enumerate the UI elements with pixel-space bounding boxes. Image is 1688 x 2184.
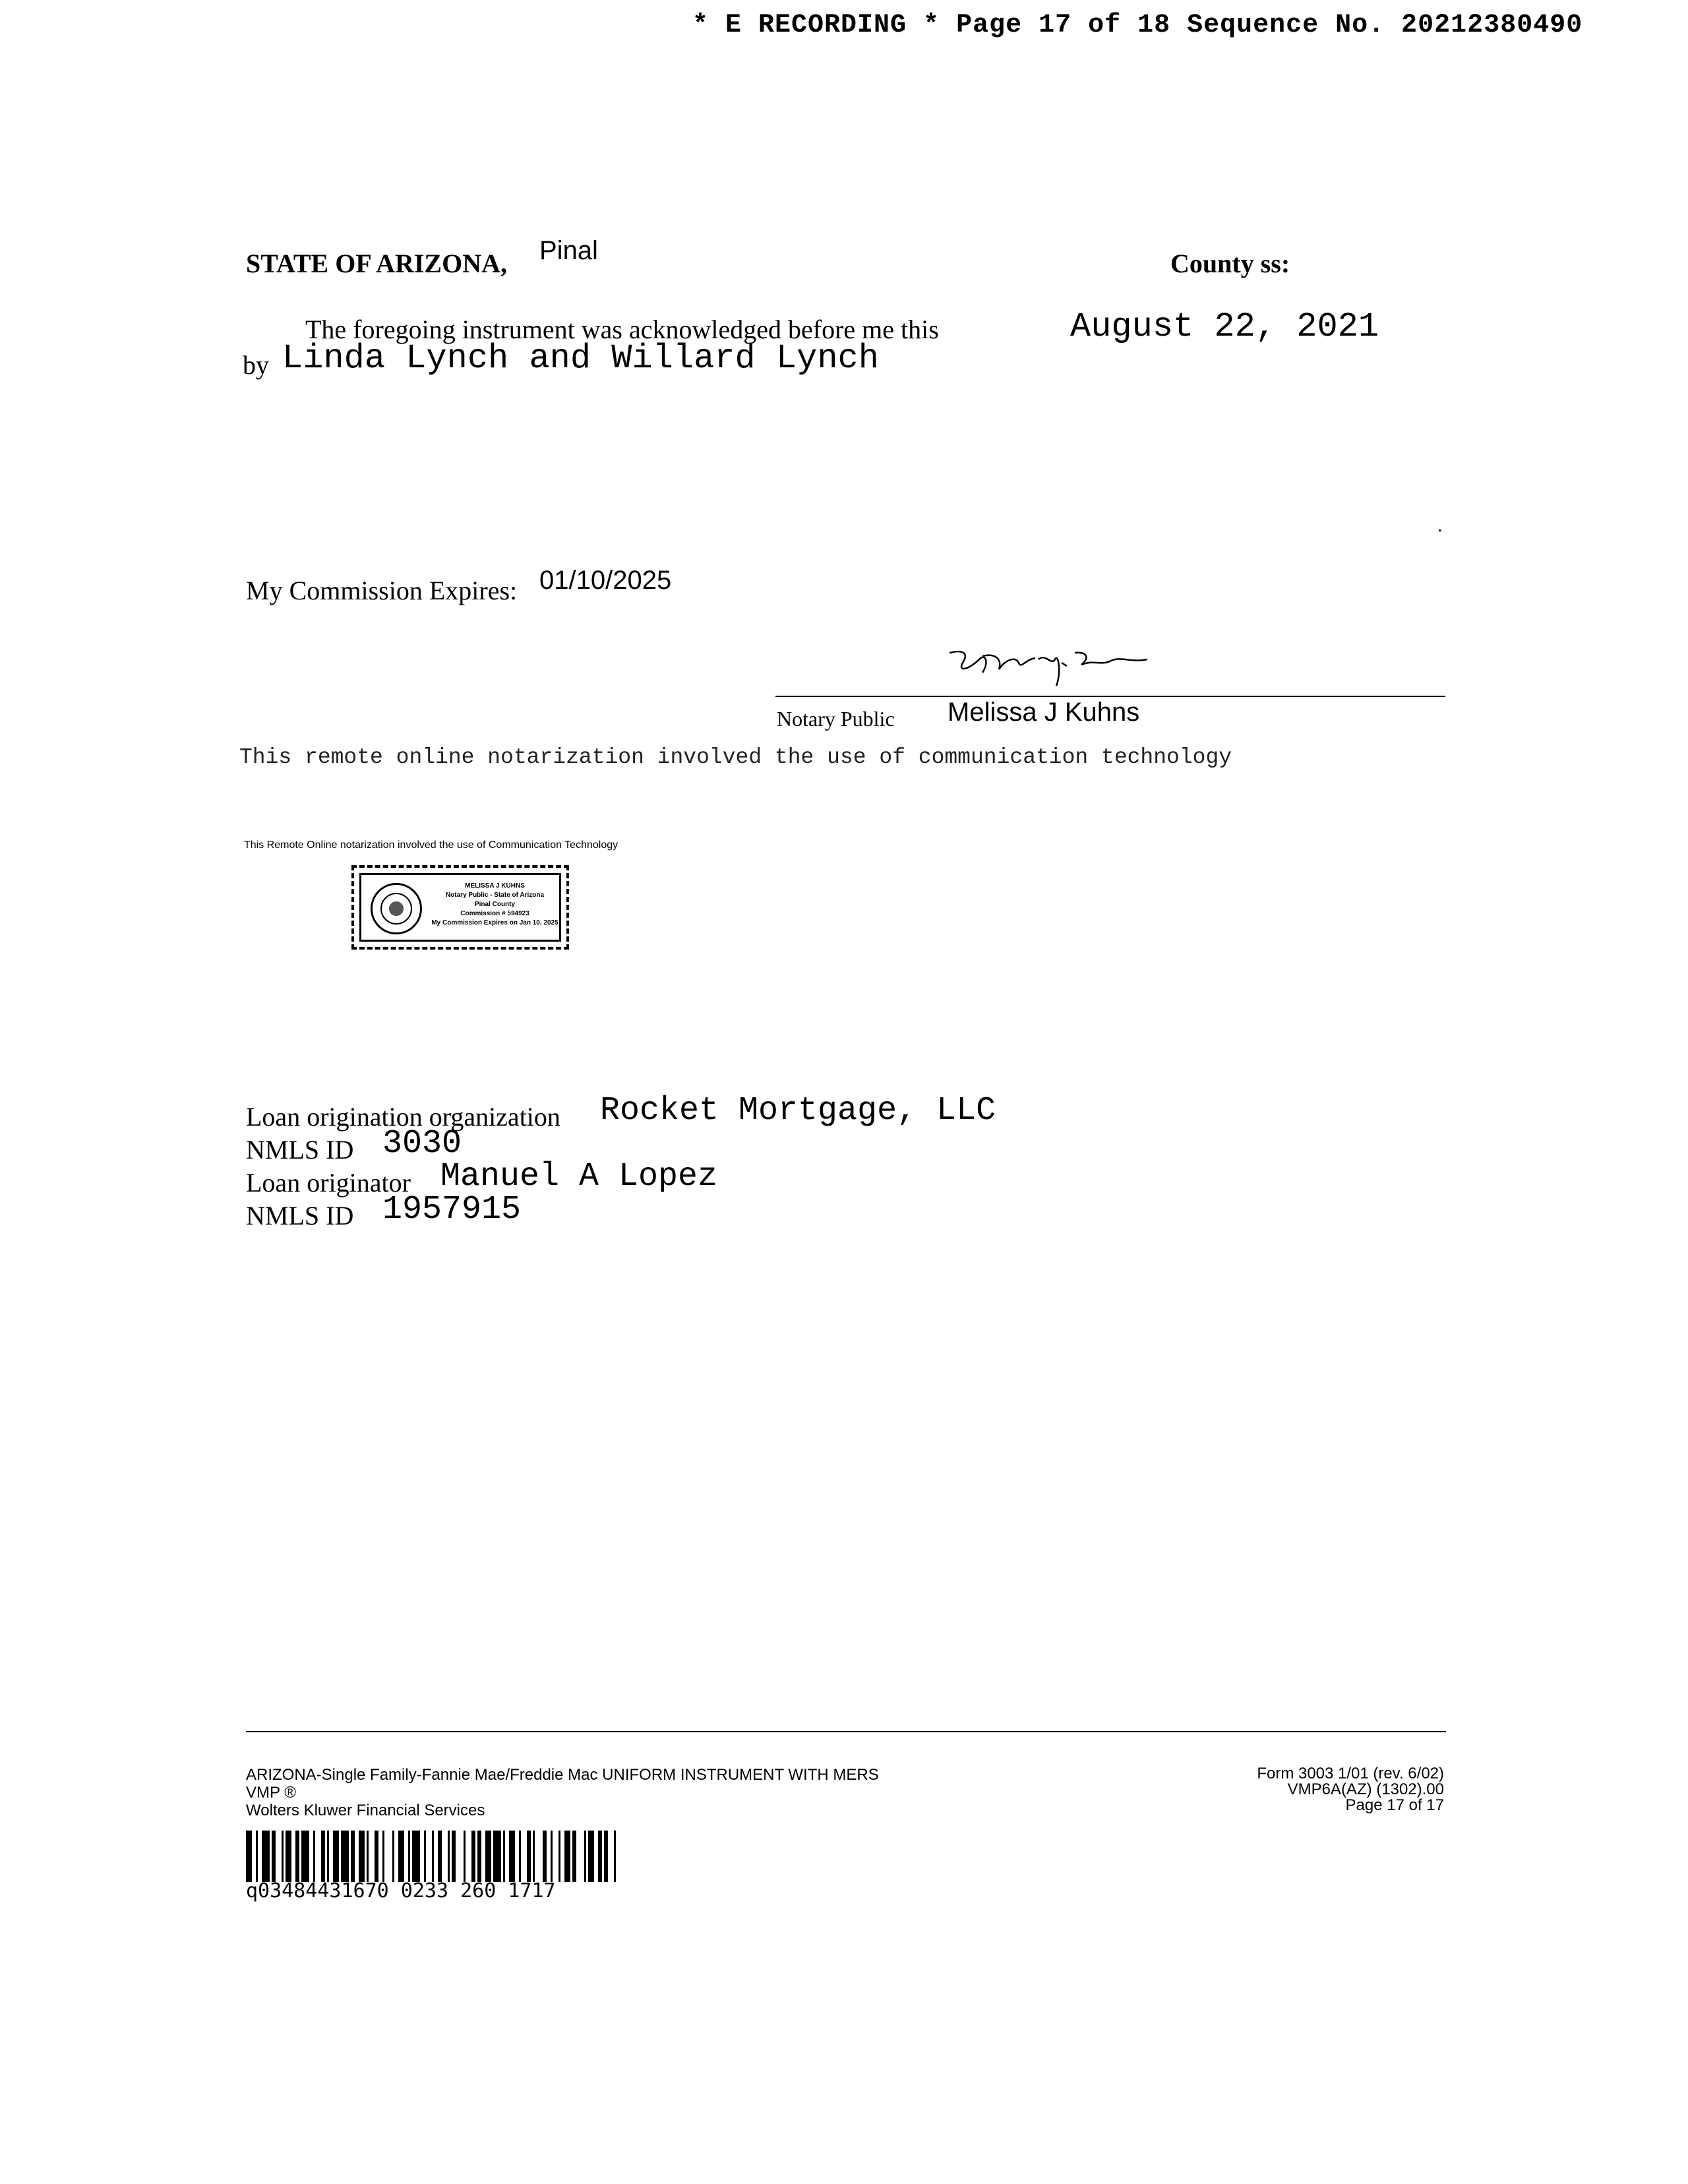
- by-label: by: [243, 350, 269, 380]
- barcode-bar: [272, 1831, 276, 1882]
- barcode-bar: [477, 1831, 481, 1882]
- recording-header: * E RECORDING * Page 17 of 18 Sequence No. 20212380490: [692, 11, 1583, 40]
- seal-line: My Commission Expires on Jan 10, 2025: [431, 919, 558, 926]
- barcode-bar: [341, 1831, 349, 1882]
- barcode-bar: [572, 1831, 576, 1882]
- seal-caption: This Remote Online notarization involved the use of Communication Technology: [244, 839, 618, 851]
- barcode-bar: [313, 1831, 315, 1882]
- barcode-bar: [424, 1831, 426, 1882]
- barcode-bar: [286, 1831, 291, 1882]
- county-value: Pinal: [539, 236, 598, 265]
- barcode-bar: [448, 1831, 450, 1882]
- barcode-bar: [327, 1831, 329, 1882]
- barcode-bar: [295, 1831, 299, 1882]
- footer-right: [1187, 1766, 1444, 1813]
- barcode-bar: [558, 1831, 560, 1882]
- arizona-seal-icon: [371, 883, 422, 934]
- notary-signature: [943, 633, 1160, 692]
- barcode-bar: [464, 1831, 466, 1882]
- remote-notarization-note: This remote online notarization involved the use of communication technology: [239, 745, 1232, 770]
- barcode-bar: [398, 1831, 404, 1882]
- acknowledgment-date: August 22, 2021: [1070, 307, 1379, 346]
- org-nmls-label: NMLS ID: [246, 1135, 354, 1165]
- seal-line: Notary Public - State of Arizona: [445, 892, 545, 899]
- barcode-bar: [333, 1831, 339, 1882]
- barcode-bar: [246, 1831, 252, 1882]
- seal-line: Pinal County: [474, 901, 516, 908]
- footer-rule: [246, 1731, 1446, 1732]
- originator-value: Manuel A Lopez: [440, 1158, 718, 1196]
- notary-name: Melissa J Kuhns: [948, 698, 1140, 727]
- footer-form-number: Form 3003 1/01 (rev. 6/02): [1257, 1765, 1444, 1782]
- footer-vmp-code: VMP6A(AZ) (1302).00: [1287, 1780, 1444, 1798]
- barcode-bar: [375, 1831, 378, 1882]
- barcode-bar: [321, 1831, 325, 1882]
- barcode-bar: [382, 1831, 384, 1882]
- seal-line: MELISSA J KUHNS: [465, 882, 525, 890]
- footer-left: [246, 1766, 879, 1819]
- barcode-bar: [359, 1831, 365, 1882]
- barcode-bar: [282, 1831, 284, 1882]
- barcode-bar: [256, 1831, 258, 1882]
- barcode-bar: [301, 1831, 309, 1882]
- barcode: [246, 1831, 714, 1882]
- barcode-bar: [564, 1831, 570, 1882]
- seal-line: Commission # 594923: [460, 910, 529, 917]
- barcode-bar: [452, 1831, 456, 1882]
- notary-seal: [351, 865, 569, 950]
- barcode-bar: [598, 1831, 602, 1882]
- barcode-bar: [351, 1831, 355, 1882]
- barcode-bar: [543, 1831, 547, 1882]
- barcode-bar: [533, 1831, 535, 1882]
- signature-line: [775, 696, 1445, 697]
- barcode-bar: [604, 1831, 608, 1882]
- barcode-bar: [408, 1831, 410, 1882]
- loan-org-label: Loan origination organization: [246, 1102, 560, 1132]
- barcode-bar: [432, 1831, 434, 1882]
- barcode-text: q03484431670 0233 260 1717: [246, 1879, 556, 1902]
- commission-value: 01/10/2025: [539, 566, 672, 595]
- originator-nmls-value: 1957915: [382, 1191, 522, 1228]
- barcode-bar: [614, 1831, 616, 1882]
- originator-nmls-label: NMLS ID: [246, 1201, 354, 1230]
- barcode-bar: [551, 1831, 553, 1882]
- barcode-bar: [367, 1831, 369, 1882]
- barcode-bar: [588, 1831, 594, 1882]
- barcode-bar: [519, 1831, 521, 1882]
- footer-form-title: ARIZONA-Single Family-Fannie Mae/Freddie Mac UNIFORM INSTRUMENT WITH MERS: [246, 1766, 879, 1784]
- loan-org-value: Rocket Mortgage, LLC: [600, 1092, 996, 1130]
- org-nmls-value: 3030: [382, 1125, 462, 1163]
- barcode-bar: [485, 1831, 491, 1882]
- notary-public-label: Notary Public: [777, 707, 895, 731]
- barcode-bar: [493, 1831, 501, 1882]
- foregoing-text: The foregoing instrument was acknowledged before me this: [305, 315, 939, 344]
- trailing-period: .: [1437, 514, 1443, 536]
- footer-vmp: VMP ®: [246, 1784, 296, 1802]
- barcode-bar: [471, 1831, 475, 1882]
- barcode-bar: [262, 1831, 270, 1882]
- originator-label: Loan originator: [246, 1168, 411, 1198]
- signers-value: Linda Lynch and Willard Lynch: [282, 339, 879, 378]
- barcode-bar: [509, 1831, 515, 1882]
- barcode-bar: [412, 1831, 420, 1882]
- footer-publisher: Wolters Kluwer Financial Services: [246, 1802, 485, 1819]
- barcode-bar: [392, 1831, 394, 1882]
- barcode-bar: [503, 1831, 505, 1882]
- barcode-bar: [527, 1831, 531, 1882]
- county-label: County ss:: [1170, 249, 1290, 278]
- barcode-bar: [438, 1831, 442, 1882]
- footer-page-number: Page 17 of 17: [1345, 1796, 1444, 1814]
- barcode-bar: [584, 1831, 586, 1882]
- state-label: STATE OF ARIZONA,: [246, 249, 507, 278]
- commission-label: My Commission Expires:: [246, 576, 518, 605]
